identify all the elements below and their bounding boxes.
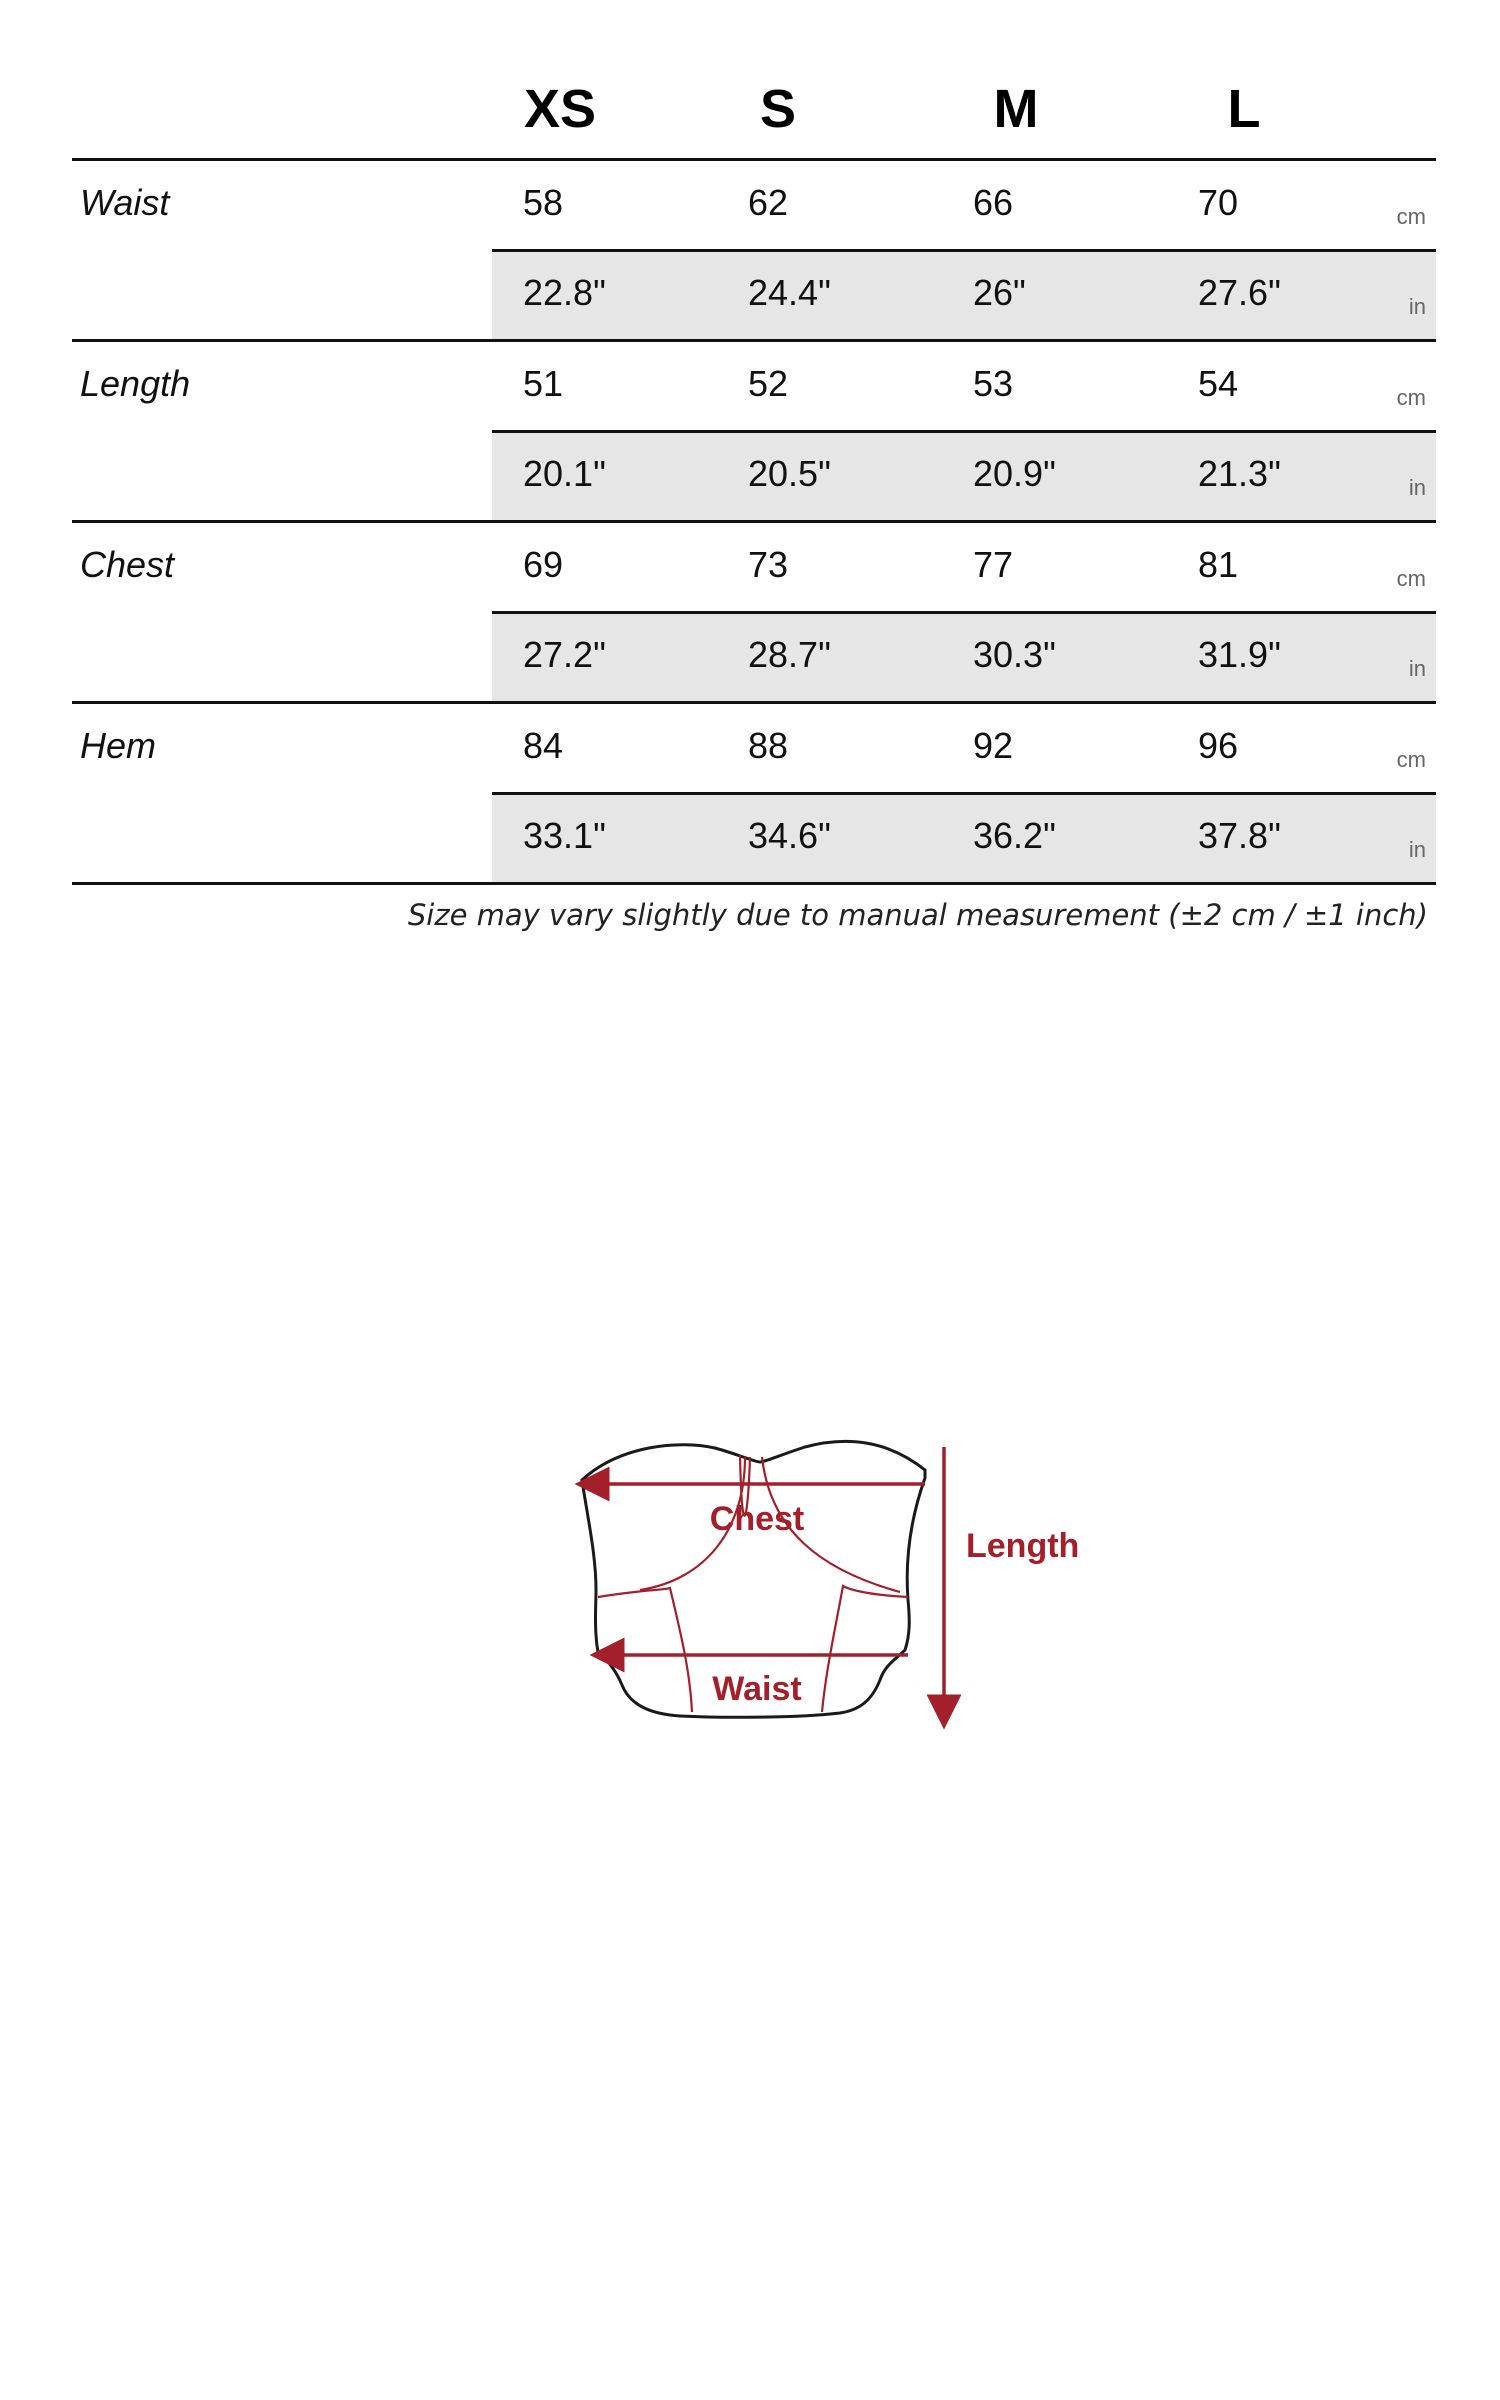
chest-xs-cm: 69 (523, 544, 564, 585)
waist-l-cm: 70 (1198, 182, 1239, 223)
length-s-cm: 52 (748, 363, 789, 404)
unit-cm: cm (1396, 204, 1426, 229)
row-label-length: Length (80, 363, 191, 404)
row-label-chest: Chest (80, 544, 175, 585)
size-header-xs: XS (523, 79, 597, 139)
waist-l-in: 27.6" (1198, 272, 1281, 313)
waist-m-in: 26" (973, 272, 1026, 313)
length-s-in: 20.5" (748, 453, 831, 494)
length-xs-cm: 51 (523, 363, 564, 404)
length-m-in: 20.9" (973, 453, 1056, 494)
hem-m-cm: 92 (973, 725, 1014, 766)
row-label-hem: Hem (80, 725, 157, 766)
hem-s-in: 34.6" (748, 815, 831, 856)
hem-l-cm: 96 (1198, 725, 1239, 766)
hem-l-in: 37.8" (1198, 815, 1281, 856)
hem-m-in: 36.2" (973, 815, 1056, 856)
length-label: Length (966, 1527, 1080, 1565)
length-xs-in: 20.1" (523, 453, 606, 494)
unit-cm: cm (1396, 566, 1426, 591)
waist-xs-cm: 58 (523, 182, 564, 223)
chest-l-in: 31.9" (1198, 634, 1281, 675)
unit-in: in (1408, 656, 1426, 681)
chest-s-in: 28.7" (748, 634, 831, 675)
length-l-cm: 54 (1198, 363, 1239, 404)
chest-s-cm: 73 (748, 544, 789, 585)
measurement-note: Size may vary slightly due to manual measurement (±2 cm / ±1 inch) (407, 898, 1428, 932)
length-m-cm: 53 (973, 363, 1014, 404)
unit-cm: cm (1396, 747, 1426, 772)
waist-s-in: 24.4" (748, 272, 831, 313)
waist-xs-in: 22.8" (523, 272, 606, 313)
waist-s-cm: 62 (748, 182, 789, 223)
unit-in: in (1408, 294, 1426, 319)
size-header-m: M (993, 79, 1039, 139)
hem-s-cm: 88 (748, 725, 789, 766)
chest-label: Chest (709, 1500, 805, 1538)
chest-l-cm: 81 (1198, 544, 1239, 585)
size-header-l: L (1227, 79, 1261, 139)
waist-m-cm: 66 (973, 182, 1014, 223)
unit-cm: cm (1396, 385, 1426, 410)
row-label-waist: Waist (80, 182, 170, 223)
size-header-s: S (759, 79, 797, 139)
waist-label: Waist (712, 1670, 802, 1708)
unit-in: in (1408, 837, 1426, 862)
chest-m-in: 30.3" (973, 634, 1056, 675)
hem-xs-in: 33.1" (523, 815, 606, 856)
chest-m-cm: 77 (973, 544, 1014, 585)
chest-xs-in: 27.2" (523, 634, 606, 675)
hem-xs-cm: 84 (523, 725, 564, 766)
unit-in: in (1408, 475, 1426, 500)
length-l-in: 21.3" (1198, 453, 1281, 494)
